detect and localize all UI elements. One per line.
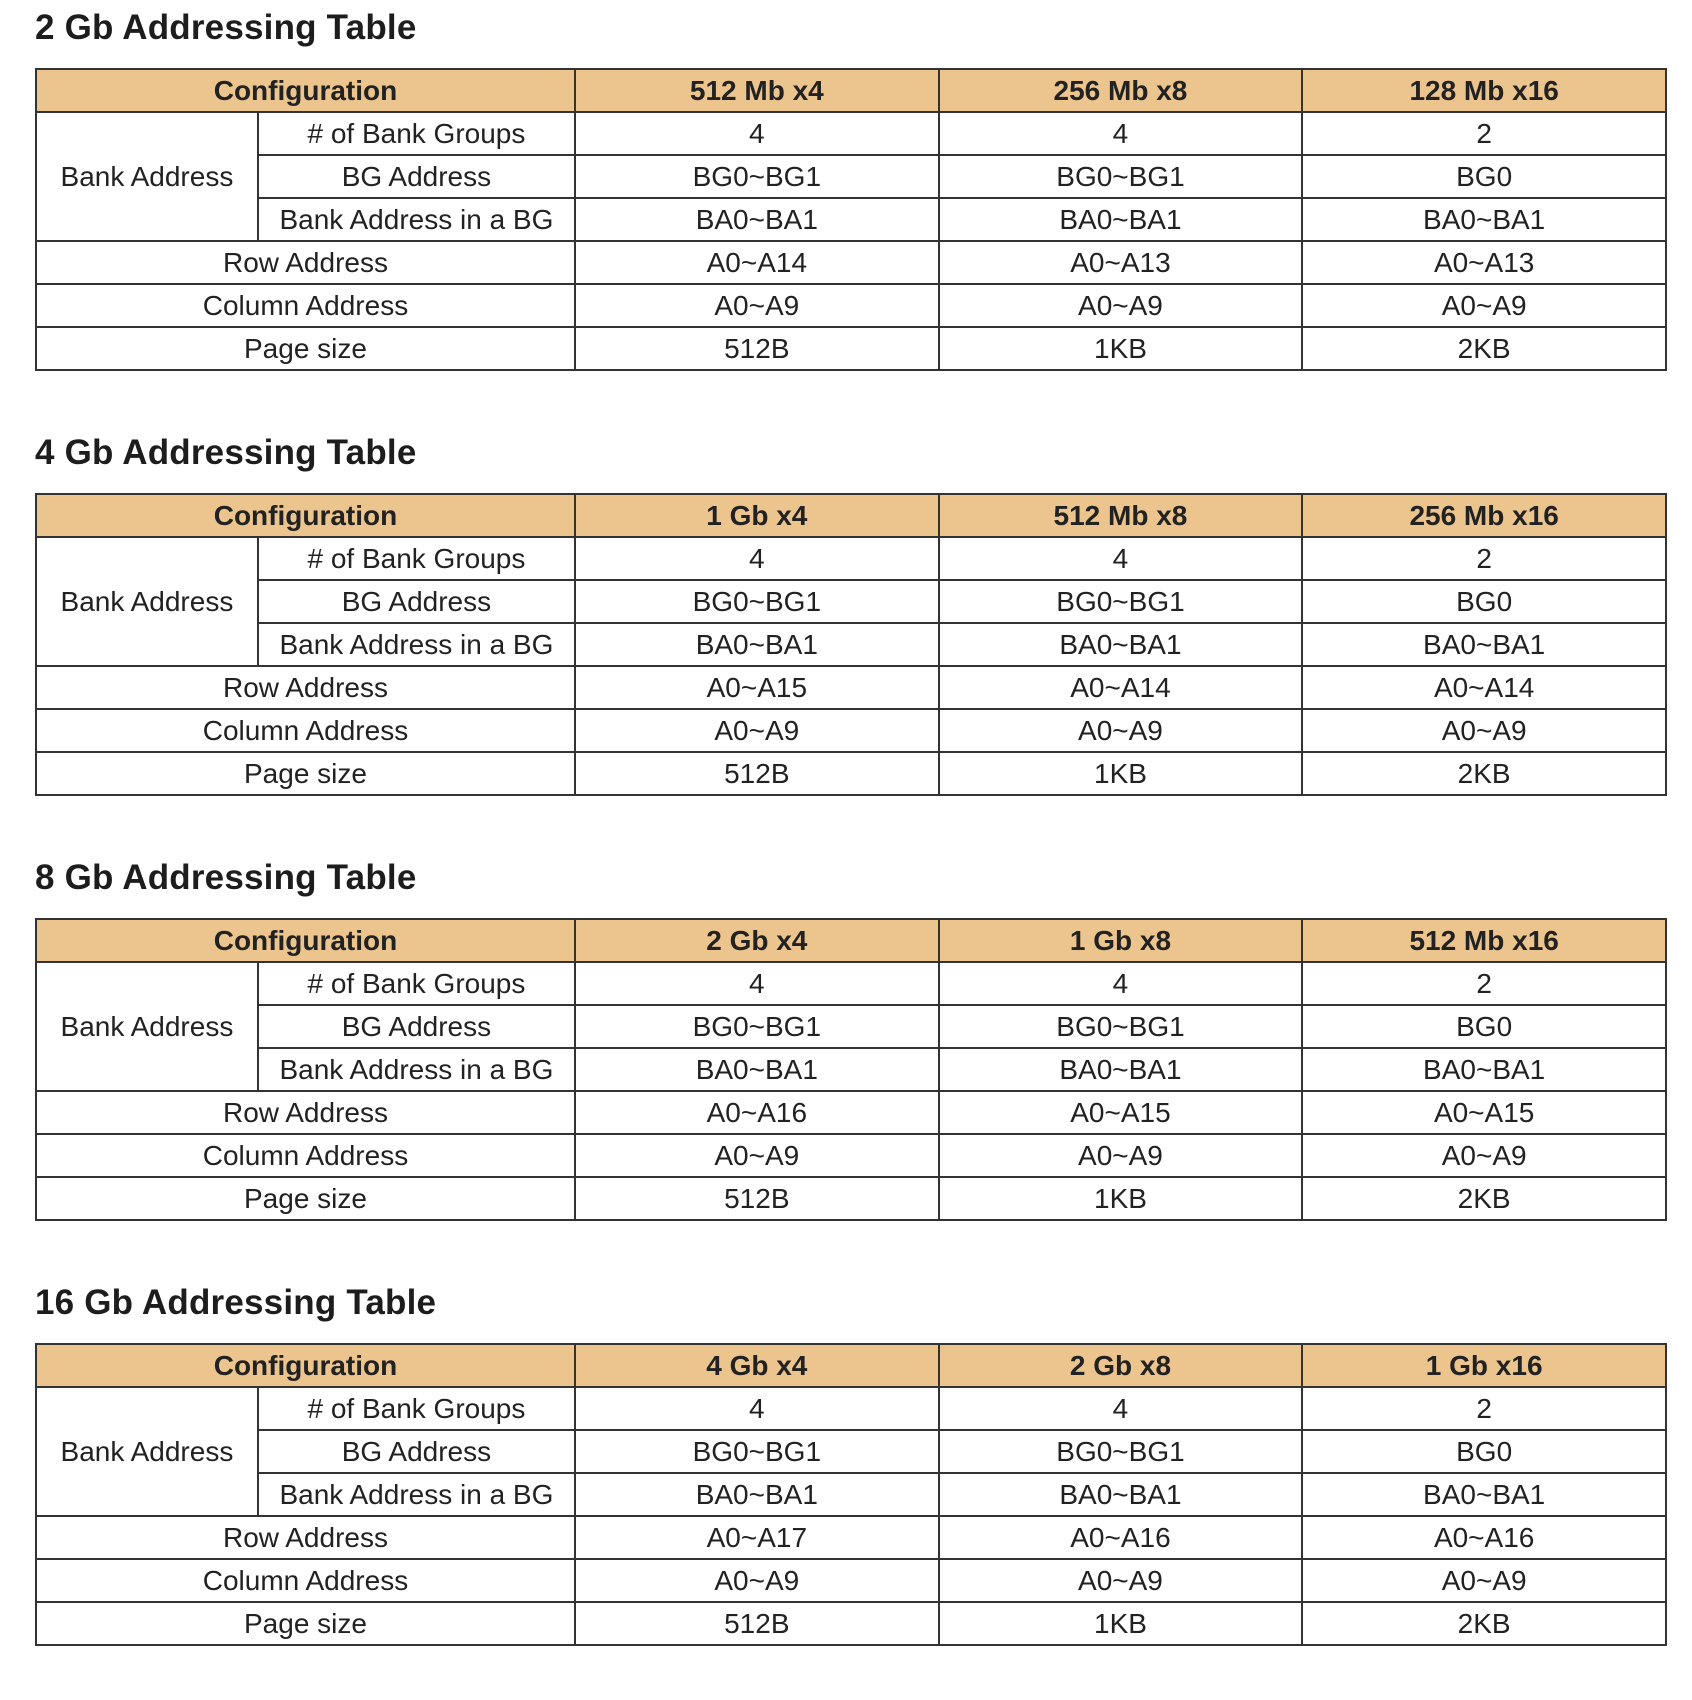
cell-value: 1KB [939, 327, 1303, 370]
cell-value: A0~A9 [575, 709, 939, 752]
row-label: BG Address [258, 1430, 575, 1473]
row-label: Column Address [36, 1559, 575, 1602]
cell-value: A0~A15 [1302, 1091, 1666, 1134]
header-config-column: 2 Gb x4 [575, 919, 939, 962]
row-label: Page size [36, 1177, 575, 1220]
cell-value: 4 [575, 537, 939, 580]
cell-value: BA0~BA1 [575, 1048, 939, 1091]
cell-value: BA0~BA1 [1302, 1048, 1666, 1091]
header-config-column: 1 Gb x8 [939, 919, 1303, 962]
table-row [36, 1473, 1666, 1516]
header-config-column: 256 Mb x8 [939, 69, 1303, 112]
cell-value: BG0~BG1 [575, 1430, 939, 1473]
table-row [36, 962, 1666, 1005]
cell-value: A0~A9 [939, 284, 1303, 327]
cell-value: 512B [575, 327, 939, 370]
row-label: # of Bank Groups [258, 112, 575, 155]
cell-value: 2 [1302, 537, 1666, 580]
table-row [36, 666, 1666, 709]
cell-value: A0~A9 [939, 1559, 1303, 1602]
addressing-section-16gb [35, 1275, 1667, 1700]
cell-value: 4 [939, 1387, 1303, 1430]
header-config-column: 256 Mb x16 [1302, 494, 1666, 537]
cell-value: BA0~BA1 [1302, 1473, 1666, 1516]
cell-value: A0~A17 [575, 1516, 939, 1559]
addressing-section-8gb [35, 850, 1667, 1275]
row-label: BG Address [258, 155, 575, 198]
cell-value: A0~A13 [1302, 241, 1666, 284]
cell-value: 2 [1302, 962, 1666, 1005]
cell-value: 1KB [939, 1177, 1303, 1220]
table-row [36, 580, 1666, 623]
cell-value: A0~A9 [1302, 709, 1666, 752]
cell-value: BG0~BG1 [939, 1005, 1303, 1048]
table-row [36, 709, 1666, 752]
cell-value: BG0~BG1 [575, 1005, 939, 1048]
table-row [36, 327, 1666, 370]
addressing-table [35, 68, 1667, 371]
row-label: Page size [36, 1602, 575, 1645]
cell-value: BG0 [1302, 1430, 1666, 1473]
table-header-row [36, 494, 1666, 537]
row-label: # of Bank Groups [258, 962, 575, 1005]
row-label: Column Address [36, 284, 575, 327]
cell-value: A0~A9 [1302, 284, 1666, 327]
cell-value: A0~A14 [1302, 666, 1666, 709]
cell-value: A0~A9 [1302, 1134, 1666, 1177]
cell-value: 2 [1302, 1387, 1666, 1430]
cell-value: BA0~BA1 [575, 623, 939, 666]
row-label: Bank Address in a BG [258, 623, 575, 666]
addressing-section-2gb [35, 0, 1667, 425]
header-config-column: 512 Mb x4 [575, 69, 939, 112]
header-config-column: 512 Mb x8 [939, 494, 1303, 537]
cell-value: BA0~BA1 [939, 623, 1303, 666]
cell-value: BG0 [1302, 155, 1666, 198]
bank-address-label: Bank Address [36, 962, 258, 1091]
cell-value: 2 [1302, 112, 1666, 155]
cell-value: 2KB [1302, 327, 1666, 370]
cell-value: 1KB [939, 752, 1303, 795]
cell-value: BG0~BG1 [939, 155, 1303, 198]
row-label: Row Address [36, 666, 575, 709]
section-title: 2 Gb Addressing Table [35, 8, 417, 47]
row-label: Row Address [36, 1516, 575, 1559]
cell-value: A0~A14 [939, 666, 1303, 709]
row-label: Column Address [36, 1134, 575, 1177]
cell-value: A0~A16 [1302, 1516, 1666, 1559]
section-title: 8 Gb Addressing Table [35, 858, 417, 897]
cell-value: BG0~BG1 [939, 1430, 1303, 1473]
row-label: Bank Address in a BG [258, 1473, 575, 1516]
addressing-table [35, 918, 1667, 1221]
addressing-table [35, 493, 1667, 796]
cell-value: 4 [939, 112, 1303, 155]
row-label: Row Address [36, 1091, 575, 1134]
cell-value: BA0~BA1 [939, 1473, 1303, 1516]
table-row [36, 1430, 1666, 1473]
table-row [36, 1091, 1666, 1134]
section-title: 16 Gb Addressing Table [35, 1283, 437, 1322]
table-row [36, 1177, 1666, 1220]
cell-value: BG0 [1302, 1005, 1666, 1048]
table-row [36, 623, 1666, 666]
header-configuration: Configuration [36, 494, 575, 537]
addressing-section-4gb [35, 425, 1667, 850]
header-configuration: Configuration [36, 69, 575, 112]
header-config-column: 128 Mb x16 [1302, 69, 1666, 112]
cell-value: BA0~BA1 [939, 198, 1303, 241]
cell-value: A0~A9 [575, 1559, 939, 1602]
cell-value: 1KB [939, 1602, 1303, 1645]
cell-value: BG0~BG1 [575, 580, 939, 623]
table-header-row [36, 1344, 1666, 1387]
cell-value: A0~A9 [575, 284, 939, 327]
cell-value: BA0~BA1 [575, 1473, 939, 1516]
cell-value: 4 [575, 962, 939, 1005]
table-row [36, 537, 1666, 580]
table-row [36, 1048, 1666, 1091]
cell-value: 2KB [1302, 1177, 1666, 1220]
cell-value: BA0~BA1 [939, 1048, 1303, 1091]
table-row [36, 112, 1666, 155]
header-configuration: Configuration [36, 1344, 575, 1387]
table-row [36, 155, 1666, 198]
cell-value: 4 [575, 1387, 939, 1430]
row-label: Row Address [36, 241, 575, 284]
header-config-column: 512 Mb x16 [1302, 919, 1666, 962]
cell-value: A0~A13 [939, 241, 1303, 284]
row-label: Page size [36, 752, 575, 795]
table-row [36, 284, 1666, 327]
table-row [36, 1387, 1666, 1430]
header-config-column: 4 Gb x4 [575, 1344, 939, 1387]
cell-value: A0~A9 [1302, 1559, 1666, 1602]
cell-value: A0~A9 [939, 709, 1303, 752]
cell-value: A0~A15 [939, 1091, 1303, 1134]
row-label: BG Address [258, 1005, 575, 1048]
cell-value: 4 [575, 112, 939, 155]
table-row [36, 1134, 1666, 1177]
row-label: # of Bank Groups [258, 537, 575, 580]
cell-value: 512B [575, 752, 939, 795]
table-row [36, 1602, 1666, 1645]
header-config-column: 1 Gb x4 [575, 494, 939, 537]
addressing-table [35, 1343, 1667, 1646]
header-config-column: 2 Gb x8 [939, 1344, 1303, 1387]
cell-value: 2KB [1302, 752, 1666, 795]
cell-value: A0~A16 [939, 1516, 1303, 1559]
document [35, 0, 1667, 1700]
row-label: # of Bank Groups [258, 1387, 575, 1430]
cell-value: A0~A15 [575, 666, 939, 709]
table-header-row [36, 69, 1666, 112]
bank-address-label: Bank Address [36, 537, 258, 666]
cell-value: BA0~BA1 [1302, 198, 1666, 241]
cell-value: 4 [939, 962, 1303, 1005]
table-row [36, 198, 1666, 241]
cell-value: BA0~BA1 [1302, 623, 1666, 666]
bank-address-label: Bank Address [36, 112, 258, 241]
cell-value: 2KB [1302, 1602, 1666, 1645]
table-row [36, 1005, 1666, 1048]
row-label: Bank Address in a BG [258, 1048, 575, 1091]
cell-value: BG0 [1302, 580, 1666, 623]
table-row [36, 752, 1666, 795]
cell-value: BG0~BG1 [575, 155, 939, 198]
bank-address-label: Bank Address [36, 1387, 258, 1516]
table-header-row [36, 919, 1666, 962]
table-row [36, 241, 1666, 284]
table-row [36, 1516, 1666, 1559]
row-label: Page size [36, 327, 575, 370]
row-label: Column Address [36, 709, 575, 752]
cell-value: A0~A9 [575, 1134, 939, 1177]
header-config-column: 1 Gb x16 [1302, 1344, 1666, 1387]
cell-value: A0~A16 [575, 1091, 939, 1134]
header-configuration: Configuration [36, 919, 575, 962]
cell-value: 512B [575, 1177, 939, 1220]
cell-value: 4 [939, 537, 1303, 580]
cell-value: A0~A9 [939, 1134, 1303, 1177]
section-title: 4 Gb Addressing Table [35, 433, 417, 472]
row-label: BG Address [258, 580, 575, 623]
row-label: Bank Address in a BG [258, 198, 575, 241]
cell-value: 512B [575, 1602, 939, 1645]
table-row [36, 1559, 1666, 1602]
cell-value: BA0~BA1 [575, 198, 939, 241]
cell-value: BG0~BG1 [939, 580, 1303, 623]
cell-value: A0~A14 [575, 241, 939, 284]
